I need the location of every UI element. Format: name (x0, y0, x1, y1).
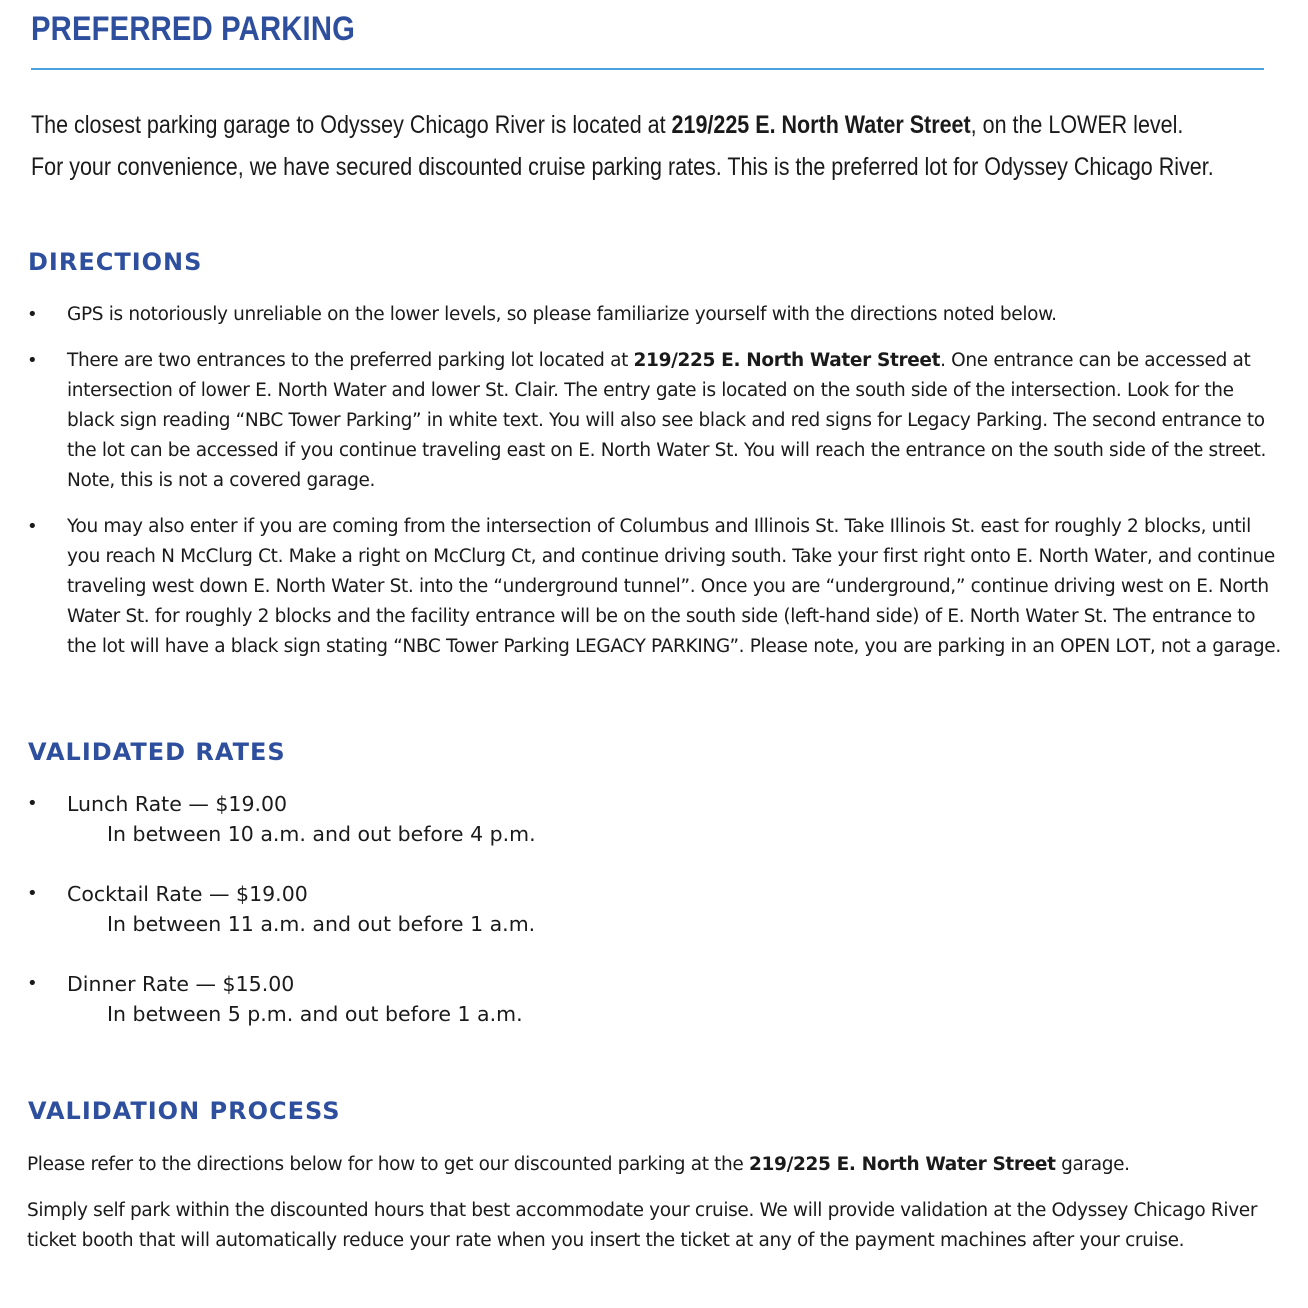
intro-address: 219/225 E. North Water Street (671, 111, 971, 139)
title-divider (31, 68, 1264, 70)
intro-text-before: The closest parking garage to Odyssey Chicago River is located at (31, 111, 672, 139)
rate-hours: In between 5 p.m. and out before 1 a.m. (107, 1002, 523, 1026)
intro-line-1 (31, 104, 1269, 146)
validation-text-before: Please refer to the directions below for how to get our discounted parking at the (27, 1154, 749, 1175)
rates-list (0, 789, 900, 1059)
page-title: PREFERRED PARKING (31, 10, 356, 48)
directions-heading: DIRECTIONS (28, 248, 203, 276)
direction-address: 219/225 E. North Water Street (633, 350, 941, 371)
validation-address: 219/225 E. North Water Street (749, 1154, 1056, 1175)
validation-paragraph-1 (27, 1150, 1277, 1180)
rate-hours: In between 10 a.m. and out before 4 p.m. (107, 822, 536, 846)
bullet-icon: • (27, 973, 38, 994)
rates-heading: VALIDATED RATES (28, 738, 286, 766)
bullet-icon: • (27, 350, 38, 371)
bullet-icon: • (27, 516, 38, 537)
validation-heading: VALIDATION PROCESS (28, 1097, 341, 1125)
bullet-icon: • (27, 793, 38, 814)
bullet-icon: • (27, 304, 38, 325)
rate-name: Cocktail Rate — $19.00 (67, 882, 308, 906)
direction-text-after: . One entrance can be accessed at intersection of lower E. North Water and lower St. Clair. The entry gate is located on the south side of the intersection. Look for the black sign reading “NBC Tower Parking” in white text. You will also see black and red signs for Legacy Parking. The second entrance to the lot can be accessed if you continue traveling east on E. North Water St. You will reach the entrance on the south side of the street. Note, this is not a covered garage. (67, 350, 1267, 491)
direction-text-before: There are two entrances to the preferred parking lot located at (67, 350, 634, 371)
rate-name: Dinner Rate — $15.00 (67, 972, 295, 996)
intro-paragraph (31, 104, 1269, 188)
rate-hours: In between 11 a.m. and out before 1 a.m. (107, 912, 536, 936)
list-item (0, 300, 1285, 330)
rate-name: Lunch Rate — $19.00 (67, 792, 288, 816)
direction-text: GPS is notoriously unreliable on the lower levels, so please familiarize yourself with the directions noted below. (67, 304, 1057, 325)
validation-paragraph-2: Simply self park within the discounted hours that best accommodate your cruise. We will provide validation at the Odyssey Chicago River ticket booth that will automatically reduce your rate when you insert the ticket at any of the payment machines after your cruise. (27, 1200, 1258, 1251)
rate-item-lunch (0, 789, 900, 849)
bullet-icon: • (27, 883, 38, 904)
validation-text-after: garage. (1055, 1154, 1130, 1175)
direction-text: You may also enter if you are coming from the intersection of Columbus and Illinois St. Take Illinois St. east for roughly 2 blocks, until you reach N McClurg Ct. Make a right on McClurg Ct, and continue driving south. Take your first right onto E. North Water, and continue traveling west down E. North Water St. into the “underground tunnel”. Once you are “underground,” continue driving west on E. North Water St. for roughly 2 blocks and the facility entrance will be on the south side (left-hand side) of E. North Water St. The entrance to the lot will have a black sign stating “NBC Tower Parking LEGACY PARKING”. Please note, you are parking in an OPEN LOT, not a garage. (67, 516, 1281, 657)
list-item (0, 512, 1285, 662)
rate-item-dinner (0, 969, 900, 1029)
intro-line-2: For your convenience, we have secured discounted cruise parking rates. This is the preferred lot for Odyssey Chicago River. (31, 153, 1214, 181)
intro-text-after: , on the LOWER level. (970, 111, 1184, 139)
rate-item-cocktail (0, 879, 900, 939)
directions-list (0, 300, 1285, 678)
list-item (0, 346, 1285, 496)
